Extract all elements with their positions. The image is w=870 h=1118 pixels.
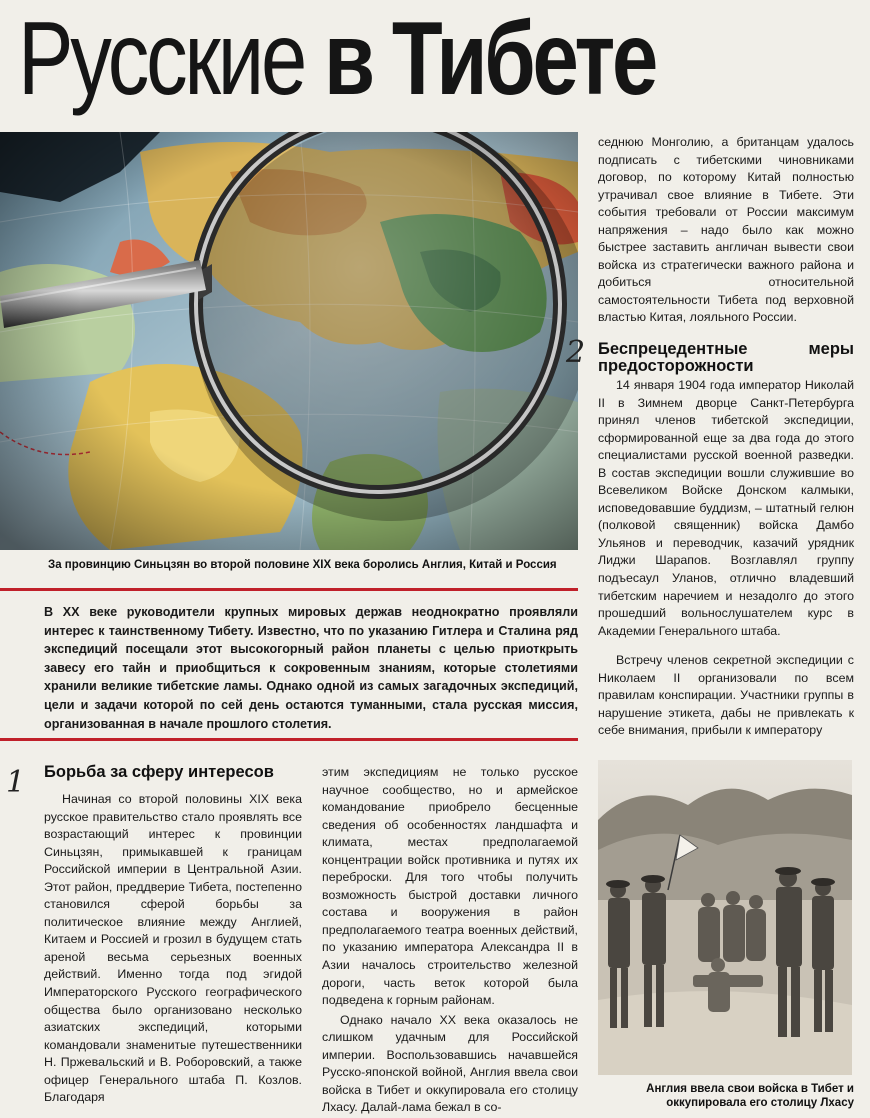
section-1-heading: Борьба за сферу интересов: [44, 763, 274, 781]
section-2-heading: Беспрецедентные меры предосторожности: [598, 340, 854, 376]
article-title: [18, 0, 698, 118]
map-photo: [0, 132, 578, 550]
title-part-1: Русские: [18, 1, 305, 117]
title-part-2: в Тибете: [324, 1, 656, 117]
left-column: [44, 764, 302, 1107]
soldiers-illustration: [598, 760, 852, 1075]
red-rule-bottom: [0, 738, 578, 741]
middle-paragraph-2: Однако начало XX века оказалось не слишком удачным для Российской империи. Воспользовавшись начавшейся Русско-японской войной, Англия ввела свои войска в Тибет и оккупировала его столицу Лхасу. Далай-лама бежал в со-: [322, 1012, 578, 1115]
lead-paragraph: В XX веке руководители крупных мировых держав неоднократно проявляли интерес к таинственному Тибету. Известно, что по указанию Гитлера и Сталина ряд экспедиций посещали этот высокогорный район планеты с целью приоткрыть завесу его тайн и приобщиться к сокровенным знаниям, которые столетиями хранили великие тибетские ламы. Однако одной из самых загадочных экспедиций, цели и задачи которой по сей день остаются туманными, стала русская миссия, организованная в начале прошлого столетия.: [44, 605, 578, 731]
middle-paragraph-1: этим экспедициям не только русское научное сообщество, но и армейское командование приобрело бесценные сведения об особенностях ландшафта и климата, местах предполагаемой концентрации войск противника и путях их переброски. Для того чтобы получить возможность быстрой доставки личного состава и вооружения в район предполагаемого театра военных действий, по указанию императора Александра II в Азии началось строительство железной дороги, часть веток которой была подведена к горным районам.: [322, 765, 578, 1008]
handwritten-number-1: 1: [6, 765, 26, 800]
map-caption: За провинцию Синьцзян во второй половине XIX века боролись Англия, Китай и Россия: [48, 559, 557, 571]
middle-column: [322, 764, 578, 1117]
right-column-top-paragraph: седнюю Монголию, а британцам удалось подписать с тибетскими чиновниками договор, по которому Китай полностью утрачивал свое влияние в Тибете. Эти события требовали от России максимум напряжения – надо было как можно быстрее заставить англичан вывести свои войска из стратегически важного района и добиться относительной самостоятельности Тибета под верховной властью Китая, лояльного России.: [598, 135, 854, 325]
handwritten-number-2: 2: [566, 335, 586, 370]
tibet-photo: [598, 760, 852, 1075]
section-2-paragraph-2: Встречу членов секретной экспедиции с Николаем II организовали по всем правилам конспирации. Участники группы в нарушение этикета, дабы не привлекать к себе внимания, прибыли к императору: [598, 653, 854, 738]
section-2-paragraph-1: 14 января 1904 года император Николай II в Зимнем дворце Санкт-Петербурга принял членов тибетской экспедиции, сформированной еще за два года до этого специалистами русской военной разведки. В состав экспедиции вошли служившие во Всевеликом Войске Донском калмыки, исповедовавшие буддизм, – штатный гелюн (полковой священник) войска Дамбо Ульянов и переводчик, казачий урядник Лиджи Шарапов. Возглавлял группу подъесаул Уланов, отлично владевший тибетским наречием и незадолго до этого прошедший вольнослушателем курс в Академии Генерального штаба.: [598, 378, 854, 638]
map-magnifier-illustration: [0, 132, 578, 550]
right-column: [598, 134, 854, 740]
section-1-paragraph-1: Начиная со второй половины XIX века русское правительство стало проявлять все возрастающий интерес к провинции Синьцзян, примыкавшей к границам Российской империи в Центральной Азии. Этот район, преддверие Тибета, постепенно становился сферой борьбы за политическое влияние между Англией, Китаем и Россией и грозил в будущем стать ареной весьма серьезных военных действий. Именно тогда под эгидой Императорского Русского географического общества было организовано несколько азиатских экспедиций, которыми командовали знаменитые путешественники Н. Пржевальский и В. Роборовский, а также офицер Генерального штаба П. Козлов. Благодаря: [44, 792, 302, 1105]
red-rule-top: [0, 588, 578, 591]
tibet-photo-caption: Англия ввела свои войска в Тибет и оккупировала его столицу Лхасу: [646, 1083, 854, 1109]
